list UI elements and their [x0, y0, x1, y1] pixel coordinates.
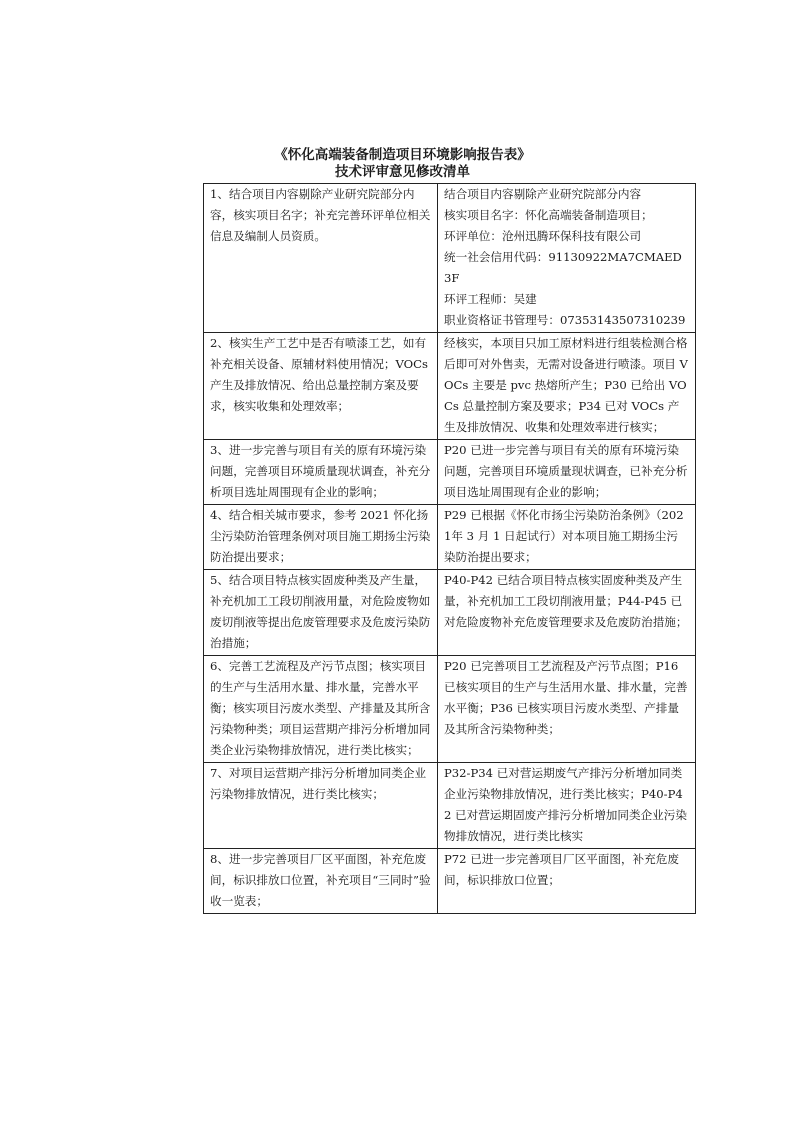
- response-line: 职业资格证书管理号：07353143507310239: [444, 313, 686, 327]
- review-comment: 5、结合项目特点核实固废种类及产生量，补充机加工工段切削液用量，对危险废物如废切削液等提出危废管理要求及危废污染防治措施；: [204, 570, 438, 656]
- document-title: 《怀化高端装备制造项目环境影响报告表》: [274, 147, 531, 163]
- review-comment: 4、结合相关城市要求，参考 2021 怀化扬尘污染防治管理条例对项目施工期扬尘污染防治提出要求；: [204, 505, 438, 570]
- review-comment: 6、完善工艺流程及产污节点图；核实项目的生产与生活用水量、排水量，完善水平衡；核实项目污废水类型、产排量及其所含污染物种类；项目运营期产排污分析增加同类企业污染物排放情况，进行类比核实；: [204, 656, 438, 763]
- table-row: [204, 763, 696, 849]
- review-comment: 7、对项目运营期产排污分析增加同类企业污染物排放情况，进行类比核实；: [204, 763, 438, 849]
- review-comment: 1、结合项目内容剔除产业研究院部分内容，核实项目名字；补充完善环评单位相关信息及编制人员资质。: [204, 184, 438, 333]
- table-row: [204, 184, 696, 333]
- review-response: P20 已完善项目工艺流程及产污节点图；P16 已核实项目的生产与生活用水量、排水量，完善水平衡；P36 已核实项目污废水类型、产排量及其所含污染物种类；: [438, 656, 696, 763]
- table-row: [204, 333, 696, 440]
- review-response: P40-P42 已结合项目特点核实固废种类及产生量，补充机加工工段切削液用量；P44-P45 已对危险废物补充危废管理要求及危废防治措施；: [438, 570, 696, 656]
- response-line: 环评工程师：吴建: [444, 292, 537, 306]
- table-row: [204, 570, 696, 656]
- review-response: P20 已进一步完善与项目有关的原有环境污染问题，完善项目环境质量现状调查，已补充分析项目选址周围现有企业的影响；: [438, 440, 696, 505]
- table-row: [204, 505, 696, 570]
- document-subtitle: 技术评审意见修改清单: [335, 164, 470, 180]
- response-line: 核实项目名字：怀化高端装备制造项目；: [444, 208, 653, 222]
- review-response: [438, 184, 696, 333]
- review-table: [203, 183, 696, 914]
- response-line: 结合项目内容剔除产业研究院部分内容: [444, 187, 642, 201]
- table-row: [204, 849, 696, 914]
- document-title-block: [0, 147, 793, 181]
- review-response: P29 已根据《怀化市扬尘污染防治条例》（2021年 3 月 1 日起试行）对本项目施工期扬尘污染防治提出要求；: [438, 505, 696, 570]
- review-response: P32-P34 已对营运期废气产排污分析增加同类企业污染物排放情况，进行类比核实；P40-P42 已对营运期固废产排污分析增加同类企业污染物排放情况，进行类比核实: [438, 763, 696, 849]
- table-row: [204, 440, 696, 505]
- review-comment: 8、进一步完善项目厂区平面图，补充危废间，标识排放口位置，补充项目“三同时”验收一览表；: [204, 849, 438, 914]
- review-response: P72 已进一步完善项目厂区平面图，补充危废间，标识排放口位置；: [438, 849, 696, 914]
- table-row: [204, 656, 696, 763]
- review-response: 经核实，本项目只加工原材料进行组装检测合格后即可对外售卖，无需对设备进行喷漆。项目 VOCs 主要是 pvc 热熔所产生；P30 已给出 VOCs 总量控制方案及要求；P34 已对 VOCs 产生及排放情况、收集和处理效率进行核实；: [438, 333, 696, 440]
- review-comment: 2、核实生产工艺中是否有喷漆工艺，如有补充相关设备、原辅材料使用情况；VOCs产生及排放情况、给出总量控制方案及要求，核实收集和处理效率；: [204, 333, 438, 440]
- response-line: 环评单位：沧州迅腾环保科技有限公司: [444, 229, 642, 243]
- review-comment: 3、进一步完善与项目有关的原有环境污染问题，完善项目环境质量现状调查，补充分析项目选址周围现有企业的影响；: [204, 440, 438, 505]
- response-line: 统一社会信用代码：91130922MA7CMAED3F: [444, 250, 682, 285]
